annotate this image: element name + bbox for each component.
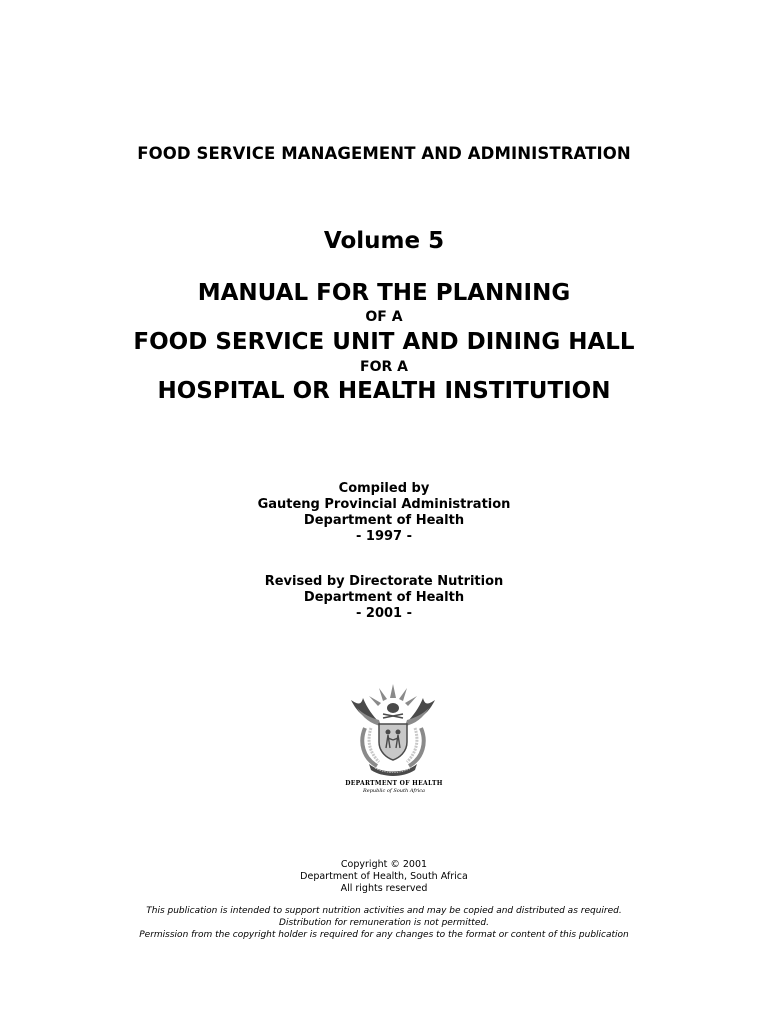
compiled-label: Compiled by: [338, 481, 430, 496]
volume-heading: Volume 5: [323, 228, 445, 254]
revised-department: Department of Health: [303, 590, 465, 605]
compiled-organization: Gauteng Provincial Administration: [257, 497, 511, 512]
revised-label: Revised by Directorate Nutrition: [264, 574, 504, 589]
notice-line-3: Permission from the copyright holder is required for any changes to the format or content of this publication: [139, 930, 629, 940]
crest-label: DEPARTMENT OF HEALTH: [345, 780, 443, 787]
notice-line-2: Distribution for remuneration is not permitted.: [279, 918, 489, 928]
series-title: FOOD SERVICE MANAGEMENT AND ADMINISTRATION: [137, 144, 631, 163]
title-line-2: FOOD SERVICE UNIT AND DINING HALL: [133, 329, 635, 355]
title-line-3: HOSPITAL OR HEALTH INSTITUTION: [157, 378, 611, 404]
copyright-line: Copyright © 2001: [340, 859, 428, 870]
copyright-owner: Department of Health, South Africa: [300, 871, 468, 882]
notice-line-1: This publication is intended to support nutrition activities and may be copied and distributed as required.: [146, 906, 622, 916]
title-line-1: MANUAL FOR THE PLANNING: [197, 280, 571, 306]
crest-sublabel: Republic of South Africa: [362, 788, 425, 794]
copyright-rights: All rights reserved: [340, 883, 428, 894]
compiled-year: - 1997 -: [355, 529, 413, 544]
compiled-department: Department of Health: [303, 513, 465, 528]
title-connector-2: FOR A: [360, 359, 408, 375]
title-connector-1: OF A: [365, 309, 403, 325]
revised-year: - 2001 -: [355, 606, 413, 621]
coat-of-arms-icon: [343, 682, 443, 778]
